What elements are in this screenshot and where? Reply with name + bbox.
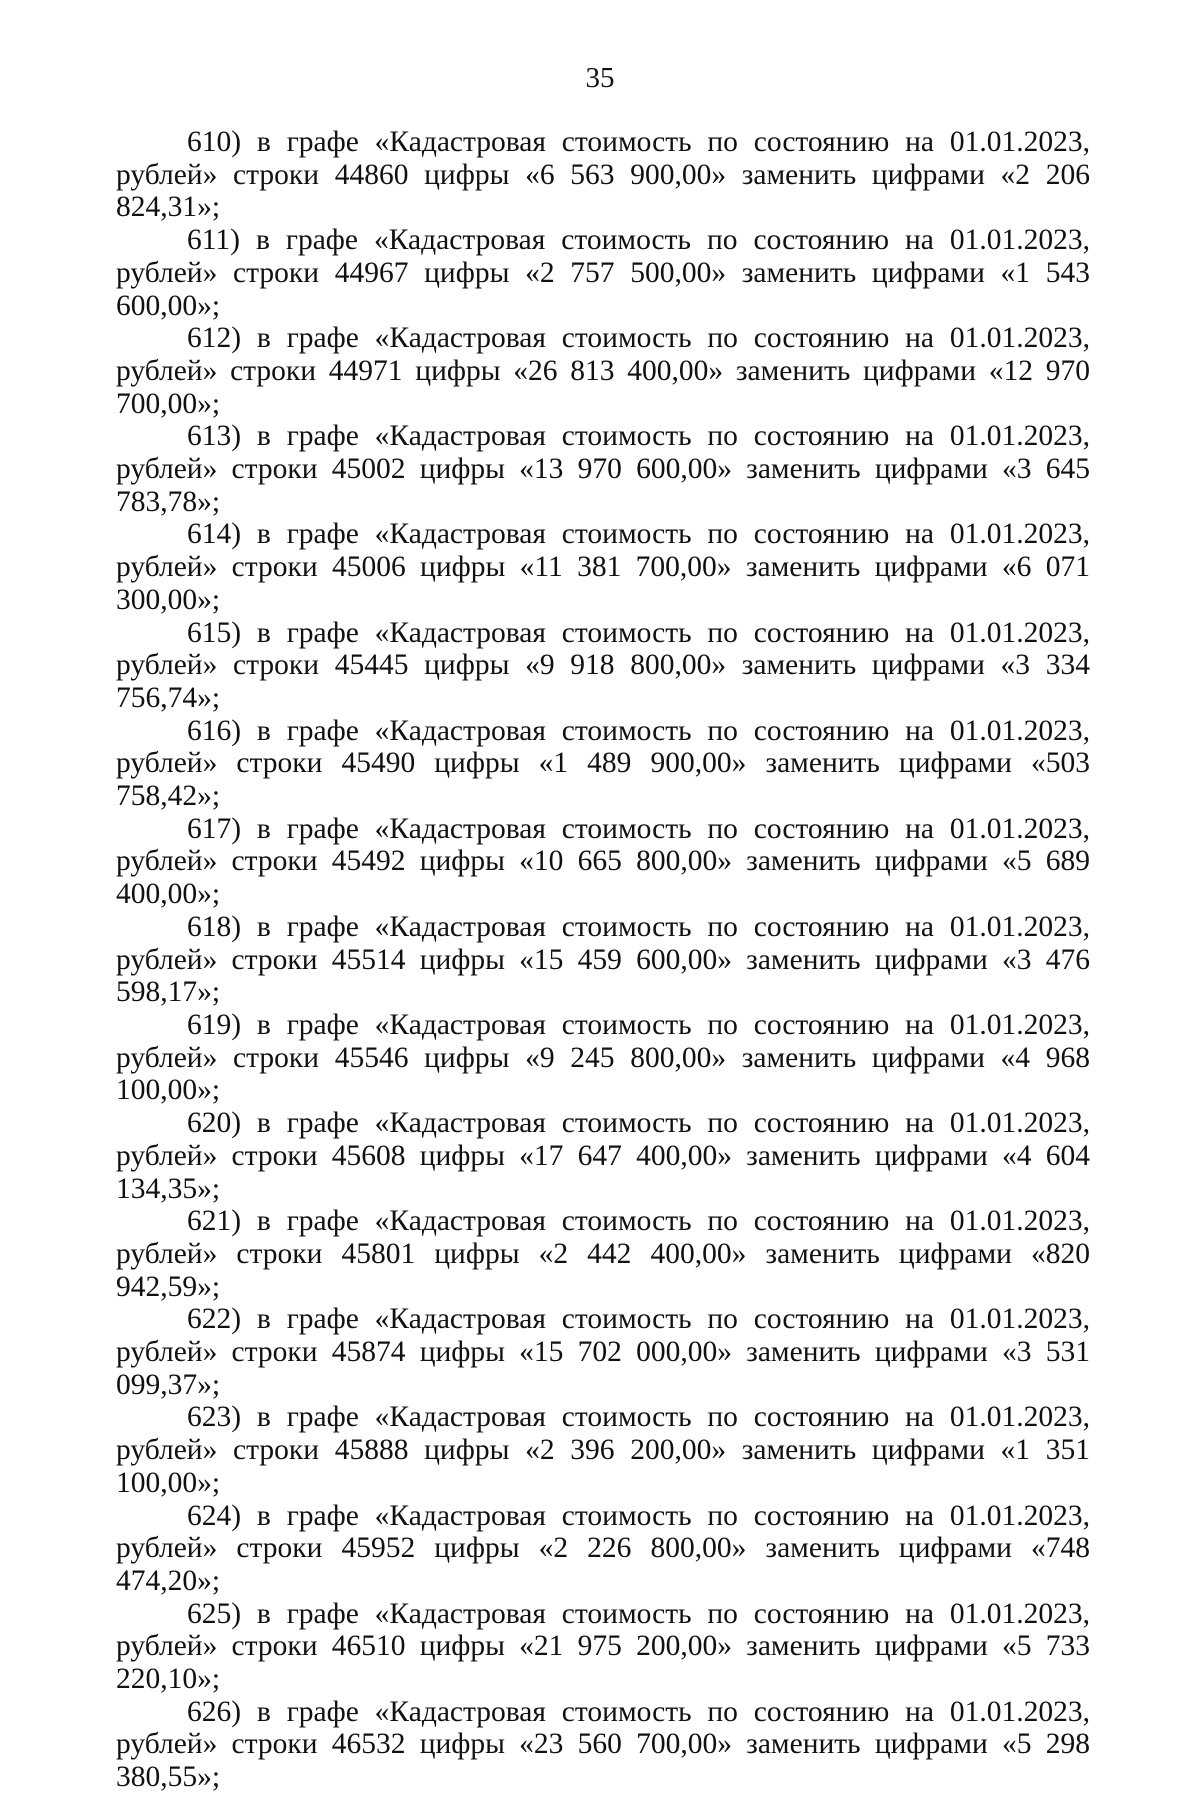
amendment-item-613: 613) в графе «Кадастровая стоимость по состоянию на 01.01.2023, рублей» строки 45002 цифры «13 970 600,00» заменить цифрами «3 645 783,78»; (116, 420, 1090, 518)
amendment-item-624: 624) в графе «Кадастровая стоимость по состоянию на 01.01.2023, рублей» строки 45952 цифры «2 226 800,00» заменить цифрами «748 474,20»; (116, 1499, 1090, 1597)
amendment-item-617: 617) в графе «Кадастровая стоимость по состоянию на 01.01.2023, рублей» строки 45492 цифры «10 665 800,00» заменить цифрами «5 689 400,00»; (116, 812, 1090, 911)
amendment-item-621: 621) в графе «Кадастровая стоимость по состоянию на 01.01.2023, рублей» строки 45801 цифры «2 442 400,00» заменить цифрами «820 942,59»; (116, 1205, 1090, 1303)
amendment-item-610: 610) в графе «Кадастровая стоимость по состоянию на 01.01.2023, рублей» строки 44860 цифры «6 563 900,00» заменить цифрами «2 206 824,31»; (116, 126, 1090, 224)
amendment-list (116, 126, 1090, 1794)
amendment-item-618: 618) в графе «Кадастровая стоимость по состоянию на 01.01.2023, рублей» строки 45514 цифры «15 459 600,00» заменить цифрами «3 476 598,17»; (116, 910, 1090, 1009)
amendment-item-619: 619) в графе «Кадастровая стоимость по состоянию на 01.01.2023, рублей» строки 45546 цифры «9 245 800,00» заменить цифрами «4 968 100,00»; (116, 1008, 1090, 1107)
amendment-item-614: 614) в графе «Кадастровая стоимость по состоянию на 01.01.2023, рублей» строки 45006 цифры «11 381 700,00» заменить цифрами «6 071 300,00»; (116, 518, 1090, 616)
amendment-item-620: 620) в графе «Кадастровая стоимость по состоянию на 01.01.2023, рублей» строки 45608 цифры «17 647 400,00» заменить цифрами «4 604 134,35»; (116, 1107, 1090, 1205)
page-number: 35 (585, 62, 615, 94)
amendment-item-622: 622) в графе «Кадастровая стоимость по состоянию на 01.01.2023, рублей» строки 45874 цифры «15 702 000,00» заменить цифрами «3 531 099,37»; (116, 1303, 1090, 1401)
amendment-item-626: 626) в графе «Кадастровая стоимость по состоянию на 01.01.2023, рублей» строки 46532 цифры «23 560 700,00» заменить цифрами «5 298 380,55»; (116, 1695, 1090, 1794)
amendment-item-612: 612) в графе «Кадастровая стоимость по состоянию на 01.01.2023, рублей» строки 44971 цифры «26 813 400,00» заменить цифрами «12 970 700,00»; (116, 322, 1090, 420)
amendment-item-616: 616) в графе «Кадастровая стоимость по состоянию на 01.01.2023, рублей» строки 45490 цифры «1 489 900,00» заменить цифрами «503 758,42»; (116, 714, 1090, 813)
amendment-item-623: 623) в графе «Кадастровая стоимость по состоянию на 01.01.2023, рублей» строки 45888 цифры «2 396 200,00» заменить цифрами «1 351 100,00»; (116, 1401, 1090, 1499)
amendment-item-615: 615) в графе «Кадастровая стоимость по состоянию на 01.01.2023, рублей» строки 45445 цифры «9 918 800,00» заменить цифрами «3 334 756,74»; (116, 616, 1090, 714)
amendment-item-611: 611) в графе «Кадастровая стоимость по состоянию на 01.01.2023, рублей» строки 44967 цифры «2 757 500,00» заменить цифрами «1 543 600,00»; (116, 224, 1090, 322)
amendment-item-625: 625) в графе «Кадастровая стоимость по состоянию на 01.01.2023, рублей» строки 46510 цифры «21 975 200,00» заменить цифрами «5 733 220,10»; (116, 1597, 1090, 1696)
